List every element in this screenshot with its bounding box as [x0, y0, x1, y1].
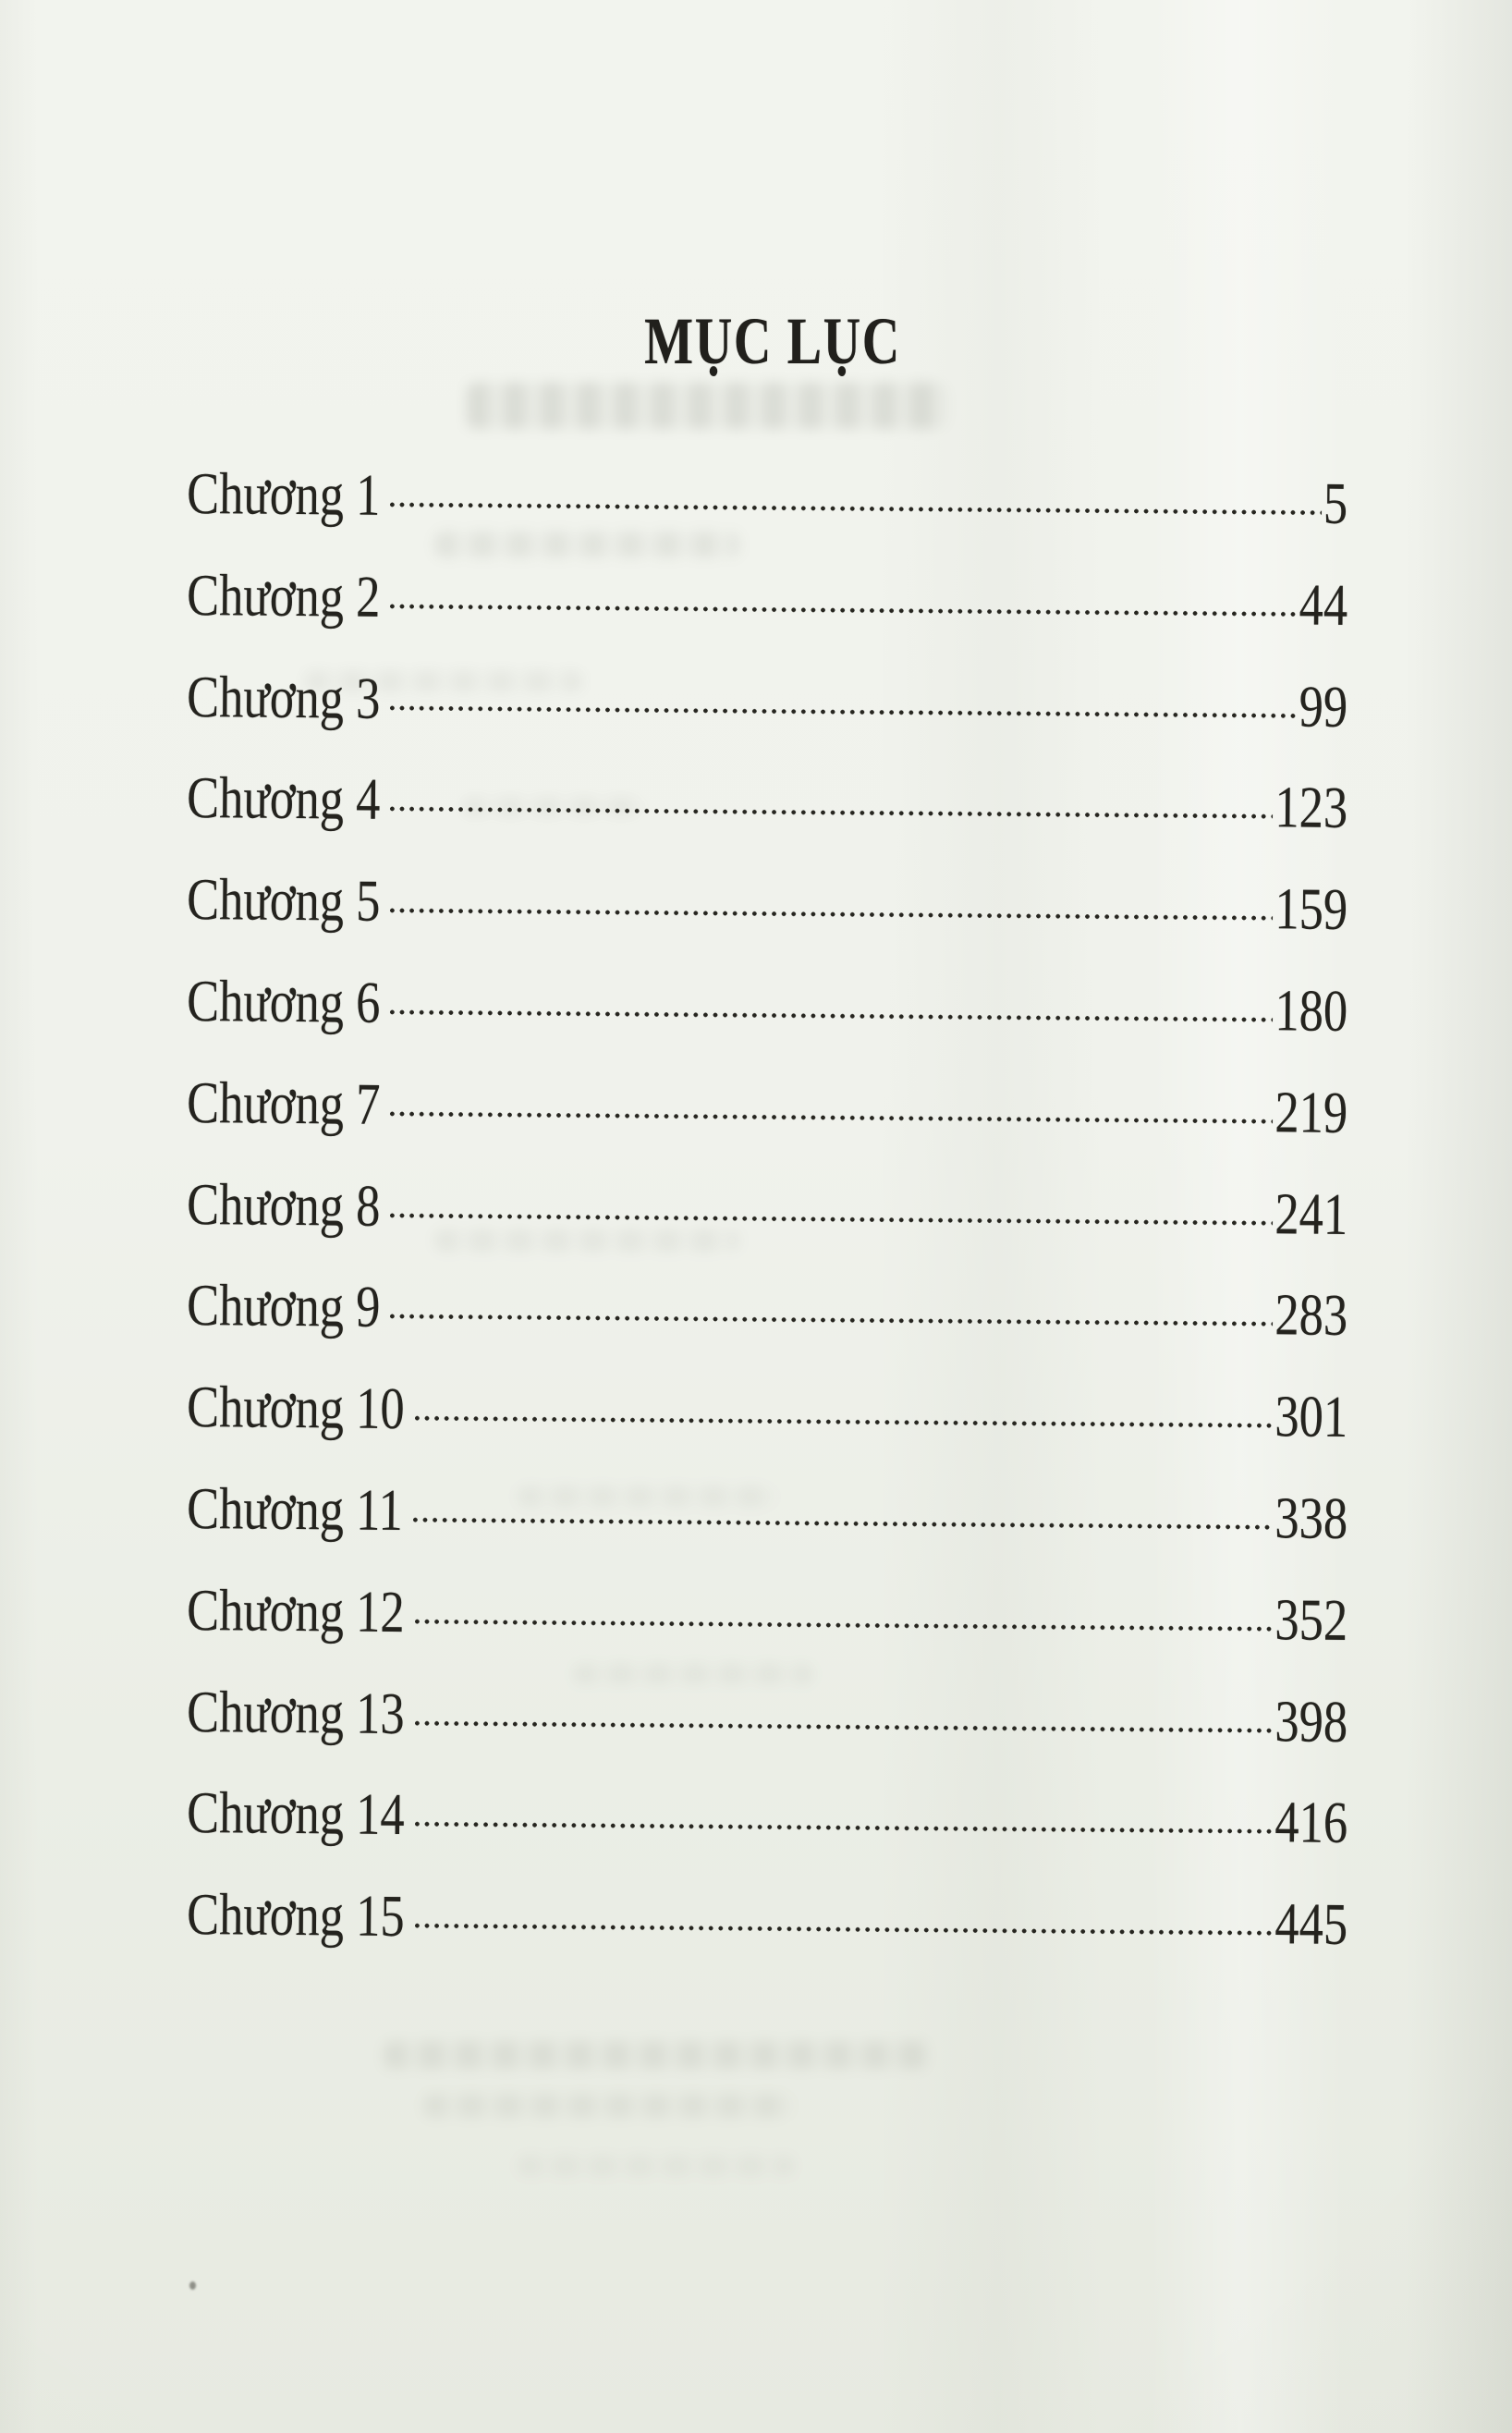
toc-row — [186, 758, 1348, 841]
toc-chapter-label: Chương 7 — [186, 1069, 381, 1137]
toc-row — [186, 1773, 1348, 1856]
toc-chapter-label: Chương 8 — [186, 1170, 381, 1239]
bleedthrough-ghost — [573, 1664, 813, 1684]
paper-speck — [189, 2281, 196, 2290]
toc-dot-leader — [385, 963, 1273, 1030]
toc-row — [186, 1875, 1348, 1958]
toc-row — [186, 1165, 1348, 1247]
bleedthrough-ghost — [305, 671, 582, 691]
toc-dot-leader — [385, 557, 1298, 625]
toc-page-number: 352 — [1274, 1586, 1348, 1653]
bleedthrough-ghost — [518, 2156, 795, 2176]
toc-dot-leader — [410, 1572, 1274, 1639]
toc-dot-leader — [385, 456, 1322, 523]
toc-page-number: 159 — [1274, 875, 1348, 943]
bleedthrough-ghost — [462, 797, 647, 817]
bleedthrough-ghost — [434, 1229, 739, 1252]
toc-page-number: 398 — [1274, 1687, 1348, 1754]
page-title: MỤC LỤC — [644, 304, 901, 378]
toc-page-number: 180 — [1274, 977, 1348, 1044]
toc-page-number: 241 — [1274, 1180, 1348, 1247]
toc-chapter-label: Chương 5 — [186, 866, 381, 935]
toc-row — [186, 657, 1348, 740]
toc-chapter-label: Chương 14 — [186, 1779, 406, 1848]
toc-row — [186, 1265, 1348, 1349]
toc-chapter-label: Chương 9 — [186, 1272, 381, 1340]
toc-page-number: 44 — [1299, 571, 1348, 638]
bleedthrough-ghost — [434, 532, 739, 557]
toc-dot-leader — [410, 1776, 1274, 1842]
bleedthrough-ghost — [518, 1486, 776, 1507]
bleedthrough-ghost — [467, 383, 947, 429]
toc-chapter-label: Chương 12 — [186, 1576, 406, 1644]
toc-dot-leader — [385, 1166, 1273, 1232]
toc-dot-leader — [385, 1267, 1273, 1334]
toc-chapter-label: Chương 4 — [186, 764, 381, 833]
toc-row — [186, 1367, 1348, 1450]
toc-chapter-label: Chương 1 — [186, 460, 381, 528]
toc-dot-leader — [385, 862, 1273, 928]
toc-page-number: 99 — [1299, 673, 1348, 740]
toc-page-number: 5 — [1323, 470, 1348, 536]
toc-chapter-label: Chương 10 — [186, 1374, 406, 1442]
toc-row — [186, 556, 1348, 638]
toc-page-number: 445 — [1274, 1890, 1348, 1958]
toc-dot-leader — [410, 1369, 1274, 1436]
toc-chapter-label: Chương 2 — [186, 561, 381, 630]
toc-row — [186, 860, 1348, 943]
toc-page-number: 416 — [1274, 1789, 1348, 1856]
bleedthrough-ghost — [423, 2094, 793, 2118]
toc-row — [186, 454, 1348, 536]
toc-page-number: 219 — [1274, 1079, 1348, 1145]
toc-page-number: 283 — [1274, 1281, 1348, 1349]
toc-chapter-label: Chương 15 — [186, 1881, 406, 1950]
toc-dot-leader — [410, 1877, 1274, 1943]
toc-dot-leader — [385, 1065, 1273, 1131]
toc-chapter-label: Chương 11 — [186, 1475, 404, 1544]
toc-dot-leader — [410, 1674, 1274, 1741]
toc-row — [186, 1571, 1348, 1653]
toc-page-number: 123 — [1274, 774, 1348, 841]
toc-chapter-label: Chương 6 — [186, 968, 381, 1035]
toc-chapter-label: Chương 13 — [186, 1678, 406, 1746]
toc-dot-leader — [385, 658, 1298, 726]
toc-row — [186, 1063, 1348, 1145]
bleedthrough-ghost — [384, 2041, 929, 2069]
toc-page-number: 301 — [1274, 1383, 1348, 1450]
toc-chapter-label: Chương 3 — [186, 663, 381, 731]
toc-page-number: 338 — [1274, 1485, 1348, 1551]
toc-row — [186, 961, 1348, 1044]
